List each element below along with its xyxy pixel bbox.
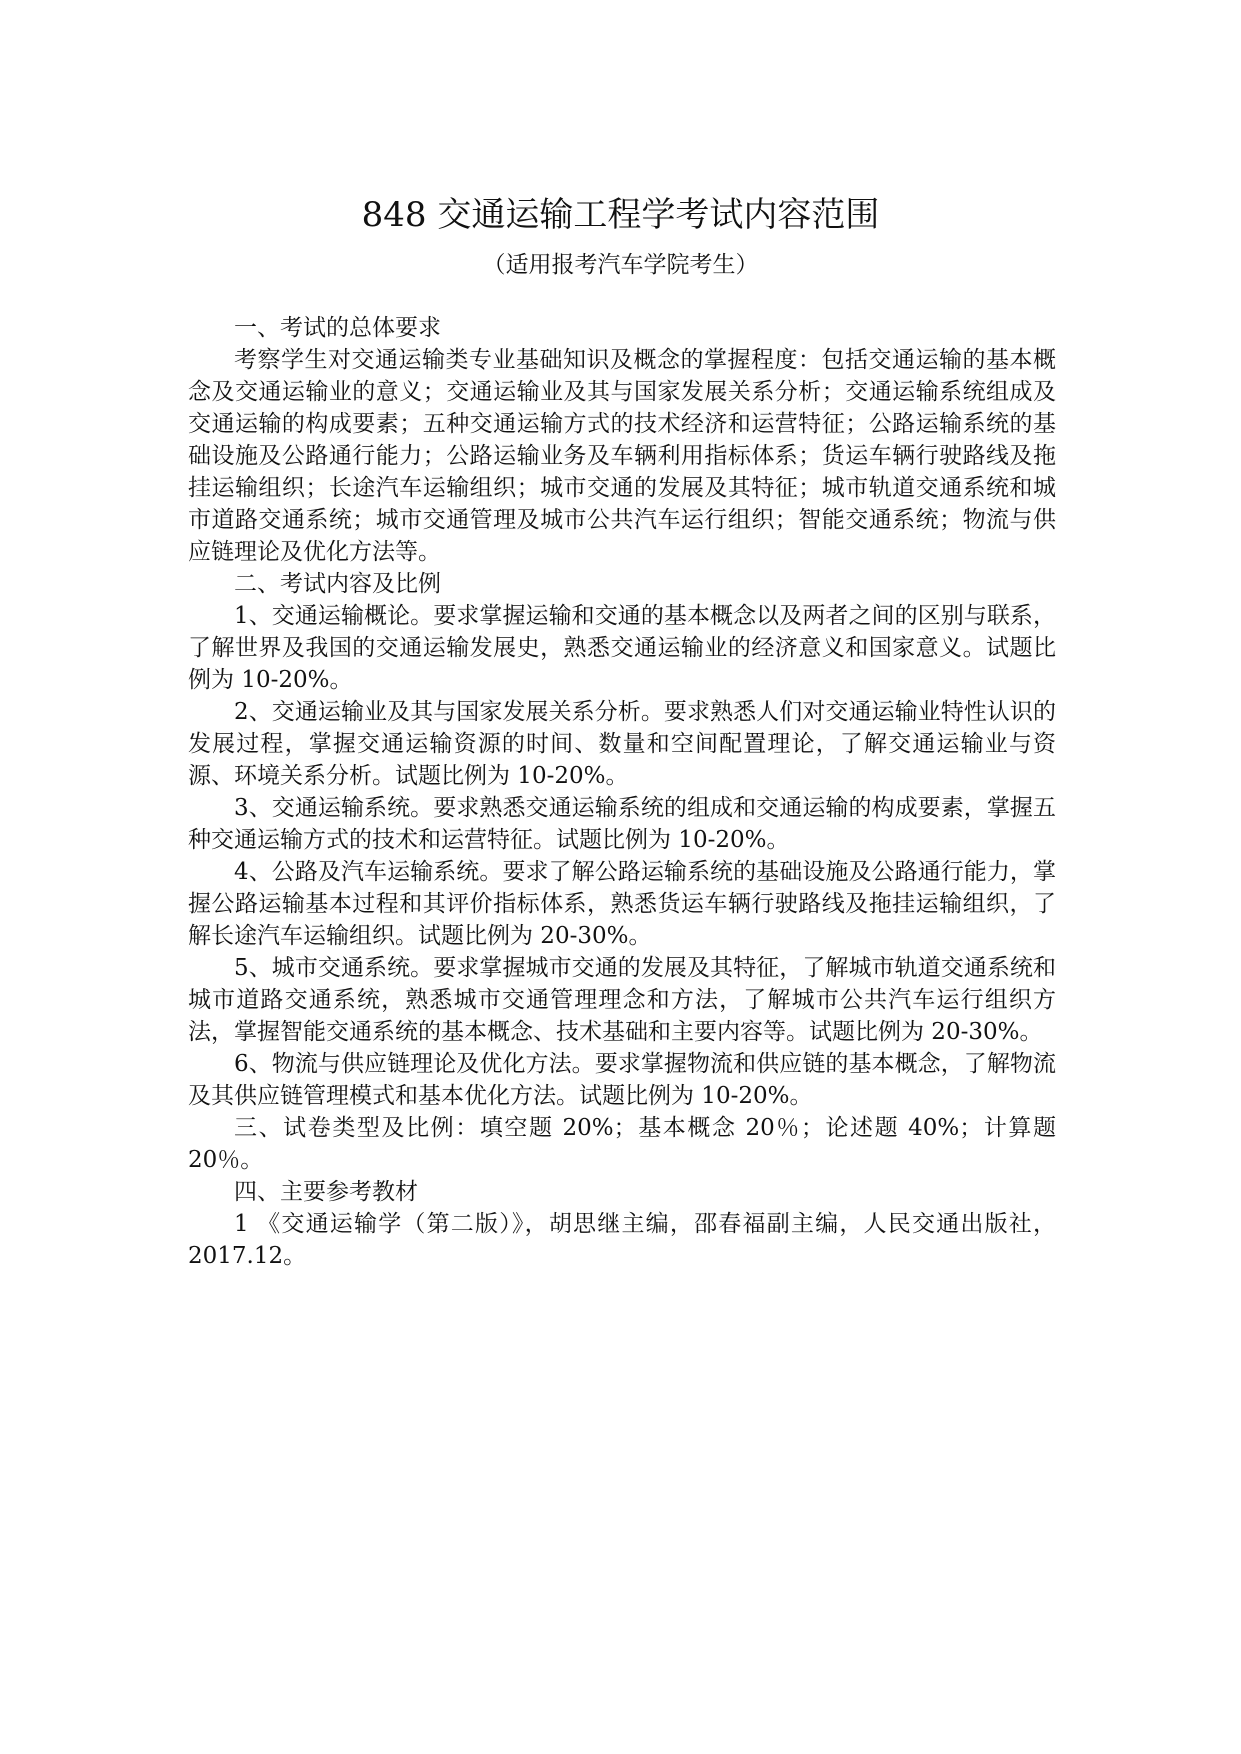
paragraph: 三、试卷类型及比例：填空题 20%；基本概念 20％；论述题 40%；计算题 20％。 (188, 1115, 1056, 1173)
document-subtitle: （适用报考汽车学院考生） (482, 252, 759, 278)
paragraph: 5、城市交通系统。要求掌握城市交通的发展及其特征，了解城市轨道交通系统和城市道路交通系统，熟悉城市交通管理理念和方法，了解城市公共汽车运行组织方法，掌握智能交通系统的基本概念、技术基础和主要内容等。试题比例为 20-30%。 (188, 955, 1056, 1045)
paragraph: 考察学生对交通运输类专业基础知识及概念的掌握程度：包括交通运输的基本概念及交通运输业的意义；交通运输业及其与国家发展关系分析；交通运输系统组成及交通运输的构成要素；五种交通运输方式的技术经济和运营特征；公路运输系统的基础设施及公路通行能力；公路运输业务及车辆利用指标体系；货运车辆行驶路线及拖挂运输组织；长途汽车运输组织；城市交通的发展及其特征；城市轨道交通系统和城市道路交通系统；城市交通管理及城市公共汽车运行组织；智能交通系统；物流与供应链理论及优化方法等。 (188, 347, 1056, 565)
paragraph: 4、公路及汽车运输系统。要求了解公路运输系统的基础设施及公路通行能力，掌握公路运输基本过程和其评价指标体系，熟悉货运车辆行驶路线及拖挂运输组织，了解长途汽车运输组织。试题比例为 20-30%。 (188, 859, 1056, 949)
paragraph: 6、物流与供应链理论及优化方法。要求掌握物流和供应链的基本概念，了解物流及其供应链管理模式和基本优化方法。试题比例为 10-20%。 (188, 1051, 1056, 1109)
paragraph: 1、交通运输概论。要求掌握运输和交通的基本概念以及两者之间的区别与联系，了解世界及我国的交通运输发展史，熟悉交通运输业的经济意义和国家意义。试题比例为 10-20%。 (188, 603, 1056, 693)
reference-item: 1 《交通运输学（第二版）》，胡思继主编，邵春福副主编，人民交通出版社，2017.12。 (188, 1211, 1056, 1269)
document-body (188, 312, 1056, 1272)
section-heading: 二、考试内容及比例 (234, 571, 441, 597)
document-title: 848 交通运输工程学考试内容范围 (361, 195, 880, 235)
section-heading: 四、主要参考教材 (234, 1179, 418, 1205)
section-heading: 一、考试的总体要求 (234, 315, 441, 341)
paragraph: 2、交通运输业及其与国家发展关系分析。要求熟悉人们对交通运输业特性认识的发展过程，掌握交通运输资源的时间、数量和空间配置理论，了解交通运输业与资源、环境关系分析。试题比例为 10-20%。 (188, 699, 1056, 789)
paragraph: 3、交通运输系统。要求熟悉交通运输系统的组成和交通运输的构成要素，掌握五种交通运输方式的技术和运营特征。试题比例为 10-20%。 (188, 795, 1056, 853)
